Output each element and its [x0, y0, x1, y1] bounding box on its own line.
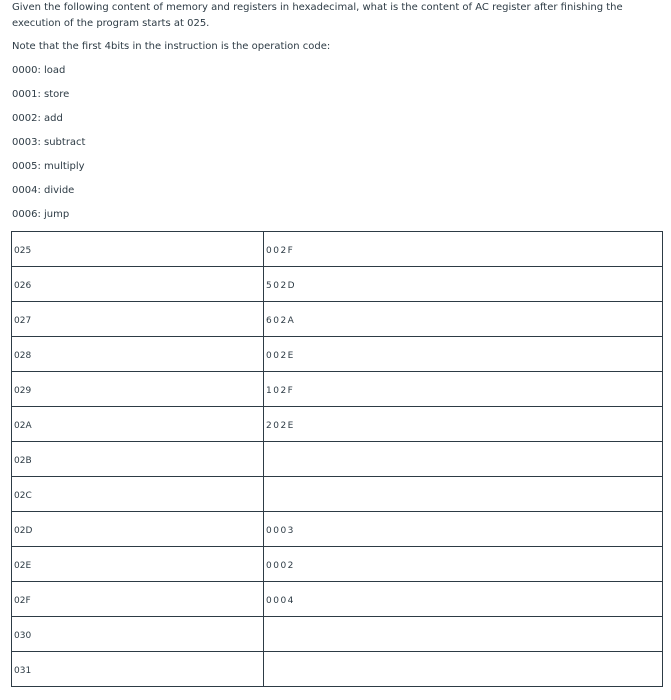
address-cell: 030	[12, 617, 264, 652]
opcode-item: 0001: store	[12, 89, 70, 100]
table-row	[12, 232, 663, 267]
address-cell: 02B	[12, 442, 264, 477]
question-text: Given the following content of memory and registers in hexadecimal, what is the content of AC register after finishing the execution of the program starts at 025.	[12, 2, 623, 29]
opcode-list	[12, 64, 85, 232]
content-cell	[264, 442, 663, 477]
content-cell	[264, 617, 663, 652]
note-text: Note that the first 4bits in the instruction is the operation code:	[12, 41, 331, 52]
opcode-item: 0000: load	[12, 65, 66, 76]
table-row	[12, 267, 663, 302]
table-row	[12, 617, 663, 652]
address-cell: 02C	[12, 477, 264, 512]
table-row	[12, 547, 663, 582]
table-row	[12, 512, 663, 547]
content-cell: 002F	[264, 232, 663, 267]
opcode-item: 0005: multiply	[12, 161, 85, 172]
address-cell: 02F	[12, 582, 264, 617]
content-cell: 602A	[264, 302, 663, 337]
content-cell: 0002	[264, 547, 663, 582]
content-cell: 102F	[264, 372, 663, 407]
address-cell: 031	[12, 652, 264, 687]
table-row	[12, 442, 663, 477]
content-cell: 0003	[264, 512, 663, 547]
opcode-item: 0003: subtract	[12, 137, 86, 148]
opcode-item: 0002: add	[12, 113, 63, 124]
address-cell: 02A	[12, 407, 264, 442]
content-cell: 202E	[264, 407, 663, 442]
table-row	[12, 582, 663, 617]
content-cell: 0004	[264, 582, 663, 617]
table-row	[12, 407, 663, 442]
table-row	[12, 372, 663, 407]
table-row	[12, 302, 663, 337]
table-row	[12, 652, 663, 687]
opcode-item: 0004: divide	[12, 185, 75, 196]
address-cell: 026	[12, 267, 264, 302]
memory-table	[11, 231, 663, 687]
address-cell: 029	[12, 372, 264, 407]
content-cell: 002E	[264, 337, 663, 372]
address-cell: 027	[12, 302, 264, 337]
address-cell: 02D	[12, 512, 264, 547]
table-row	[12, 477, 663, 512]
content-cell	[264, 477, 663, 512]
opcode-item: 0006: jump	[12, 209, 70, 220]
address-cell: 02E	[12, 547, 264, 582]
address-cell: 025	[12, 232, 264, 267]
address-cell: 028	[12, 337, 264, 372]
content-cell	[264, 652, 663, 687]
table-row	[12, 337, 663, 372]
content-cell: 502D	[264, 267, 663, 302]
